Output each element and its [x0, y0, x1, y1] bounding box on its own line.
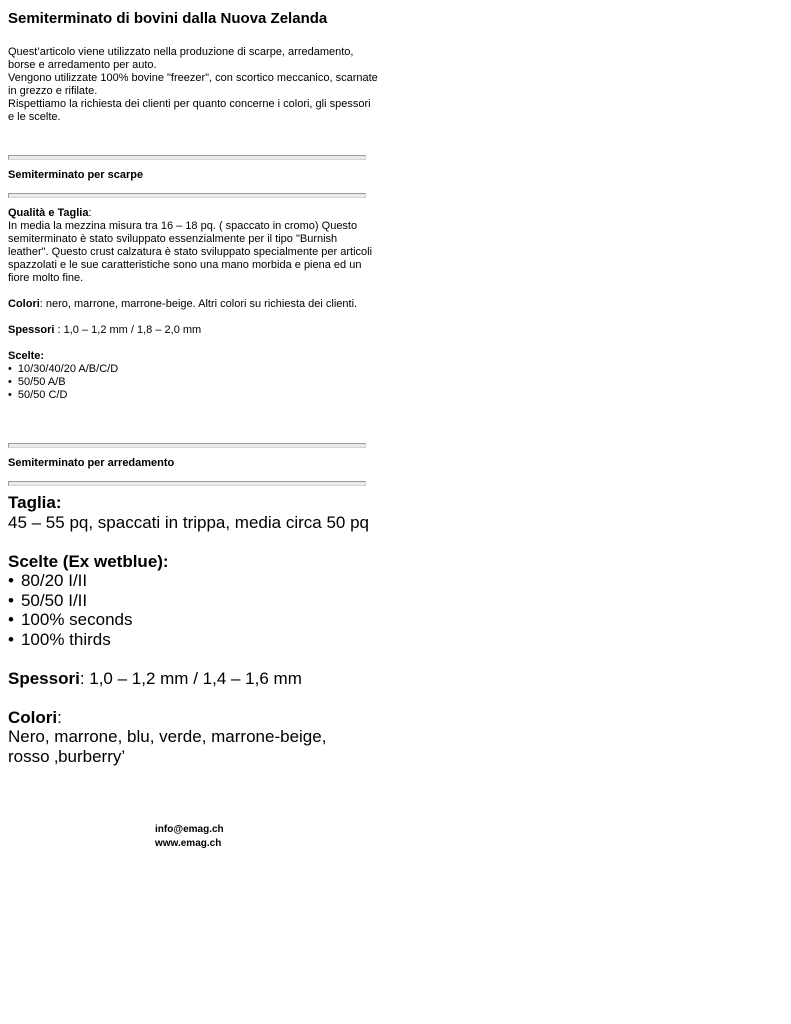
scelte-ex-label: Scelte (Ex wetblue):	[8, 551, 169, 571]
divider-4	[8, 481, 366, 486]
colori-arr-line-1: Nero, marrone, blu, verde, marrone-beige,	[8, 727, 327, 746]
divider-1	[8, 155, 366, 160]
colori-arr-block	[8, 708, 428, 728]
spessori-block	[8, 324, 378, 337]
arredamento-details	[8, 493, 428, 766]
list-item: • 50/50 I/II	[8, 591, 428, 611]
colori-arr-sep: :	[57, 707, 62, 727]
section-heading-arredamento: Semiterminato per arredamento	[8, 457, 175, 469]
intro-text	[8, 46, 378, 124]
spessori-arr-text: : 1,0 – 1,2 mm / 1,4 – 1,6 mm	[79, 668, 302, 688]
scarpe-details	[8, 207, 378, 402]
spessori-arr-label: Spessori	[8, 668, 80, 688]
qualita-sep: :	[88, 207, 92, 219]
list-item: • 80/20 I/II	[8, 571, 428, 591]
colori-block	[8, 298, 378, 311]
spessori-arr-block	[8, 669, 428, 689]
intro-line-2: Vengono utilizzate 100% bovine "freezer", con scortico meccanico, scarnate in grezzo e rifilate.	[8, 72, 378, 97]
intro-line-1: Quest’articolo viene utilizzato nella produzione di scarpe, arredamento, borse e arredamento per auto.	[8, 46, 354, 71]
list-item: • 100% seconds	[8, 610, 428, 630]
email-link[interactable]: info@emag.ch	[155, 824, 224, 835]
list-item: • 50/50 A/B	[8, 376, 378, 389]
list-item: • 50/50 C/D	[8, 389, 378, 402]
intro-line-3: Rispettiamo la richiesta dei clienti per quanto concerne i colori, gli spessori e le scelte.	[8, 98, 371, 123]
qualita-text: In media la mezzina misura tra 16 – 18 pq. ( spaccato in cromo) Questo semiterminato è stato sviluppato essenzialmente per il tipo "Burnish leather". Questo crust calzatura è stato sviluppato specialmente per articoli spazzolati e le sue caratteristiche sono una mano morbida e piena ed un fiore molto fine.	[8, 220, 373, 284]
page-title: Semiterminato di bovini dalla Nuova Zelanda	[8, 10, 328, 27]
spessori-text: : 1,0 – 1,2 mm / 1,8 – 2,0 mm	[54, 324, 202, 336]
colori-arr-line-2: rosso ‚burberry’	[8, 746, 126, 766]
taglia-label: Taglia:	[8, 493, 62, 512]
qualita-block	[8, 207, 378, 220]
colori-arr-label: Colori	[8, 707, 58, 727]
list-item: • 10/30/40/20 A/B/C/D	[8, 363, 378, 376]
website-link[interactable]: www.emag.ch	[155, 838, 222, 849]
taglia-text: 45 – 55 pq, spaccati in trippa, media circa 50 pq	[8, 512, 369, 532]
list-item: • 100% thirds	[8, 630, 428, 650]
colori-label: Colori	[8, 298, 40, 310]
scelte-label: Scelte:	[8, 350, 45, 362]
section-heading-scarpe: Semiterminato per scarpe	[8, 169, 144, 181]
divider-2	[8, 193, 366, 198]
contact-block	[155, 823, 224, 851]
scelte-list	[8, 363, 378, 402]
divider-3	[8, 443, 366, 448]
colori-text: : nero, marrone, marrone-beige. Altri colori su richiesta dei clienti.	[39, 298, 358, 310]
scelte-ex-list	[8, 571, 428, 649]
qualita-label: Qualità e Taglia	[8, 207, 89, 219]
spessori-label: Spessori	[8, 324, 55, 336]
